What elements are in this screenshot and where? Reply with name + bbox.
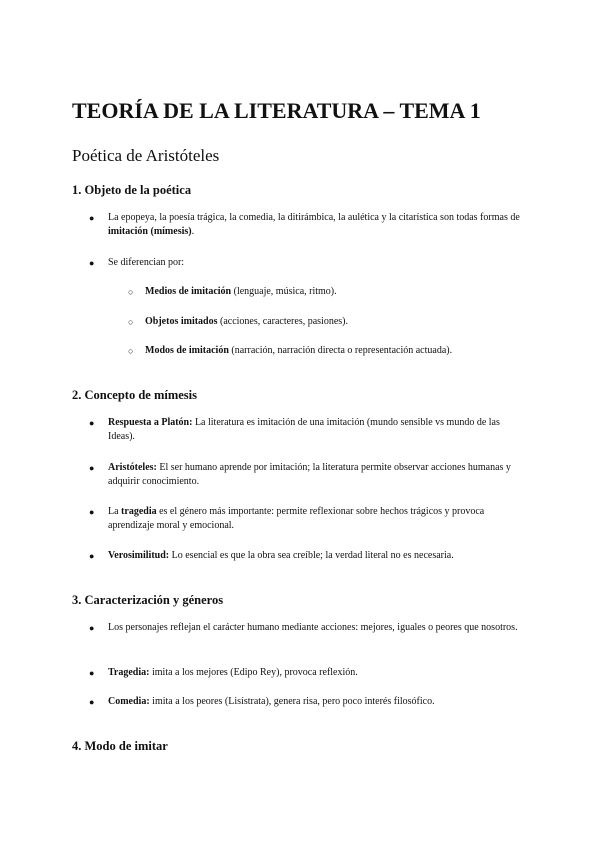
section-heading: 4. Modo de imitar [72, 739, 168, 753]
bullet-icon: ● [89, 418, 95, 428]
list-item: Comedia: imita a los peores (Lisístrata), genera risa, pero poco interés filosófico. [108, 696, 435, 707]
section-heading: 1. Objeto de la poética [72, 183, 192, 197]
list-item: Se diferencian por: [108, 257, 185, 268]
list-item: Tragedia: imita a los mejores (Edipo Rey), provoca reflexión. [108, 667, 358, 678]
sub-list-item: Modos de imitación (narración, narración directa o representación actuada). [145, 345, 453, 356]
bullet-icon: ● [89, 668, 95, 678]
bullet-icon: ● [89, 507, 95, 517]
list-item: Respuesta a Platón: La literatura es imitación de una imitación (mundo sensible vs mundo de las Ideas). [108, 417, 500, 442]
document-title: TEORÍA DE LA LITERATURA – TEMA 1 [72, 98, 481, 123]
bullet-icon: ● [89, 551, 95, 561]
list-item: La epopeya, la poesía trágica, la comedia, la ditirámbica, la aulética y la citarística son todas formas de imitación (mímesis). [108, 212, 520, 237]
bullet-icon: ● [89, 463, 95, 473]
list-item: Verosimilitud: Lo esencial es que la obra sea creíble; la verdad literal no es necesaria. [108, 550, 454, 561]
list-item: La tragedia es el género más importante: permite reflexionar sobre hechos trágicos y provoca aprendizaje moral y emocional. [108, 506, 485, 531]
sub-list-item: Medios de imitación (lenguaje, música, ritmo). [145, 286, 337, 297]
bullet-icon: ● [89, 213, 95, 223]
section-heading: 2. Concepto de mímesis [72, 388, 197, 402]
sub-list-item: Objetos imitados (acciones, caracteres, pasiones). [145, 316, 348, 327]
hollow-bullet-icon: ○ [128, 346, 134, 356]
hollow-bullet-icon: ○ [128, 317, 134, 327]
hollow-bullet-icon: ○ [128, 287, 134, 297]
list-item: Aristóteles: El ser humano aprende por imitación; la literatura permite observar acciones humanas y adquirir conocimiento. [108, 462, 511, 487]
list-item: Los personajes reflejan el carácter humano mediante acciones: mejores, iguales o peores que nosotros. [108, 622, 518, 633]
bullet-icon: ● [89, 258, 95, 268]
bullet-icon: ● [89, 623, 95, 633]
document-subtitle: Poética de Aristóteles [72, 146, 220, 165]
bullet-icon: ● [89, 697, 95, 707]
section-heading: 3. Caracterización y géneros [72, 593, 224, 607]
